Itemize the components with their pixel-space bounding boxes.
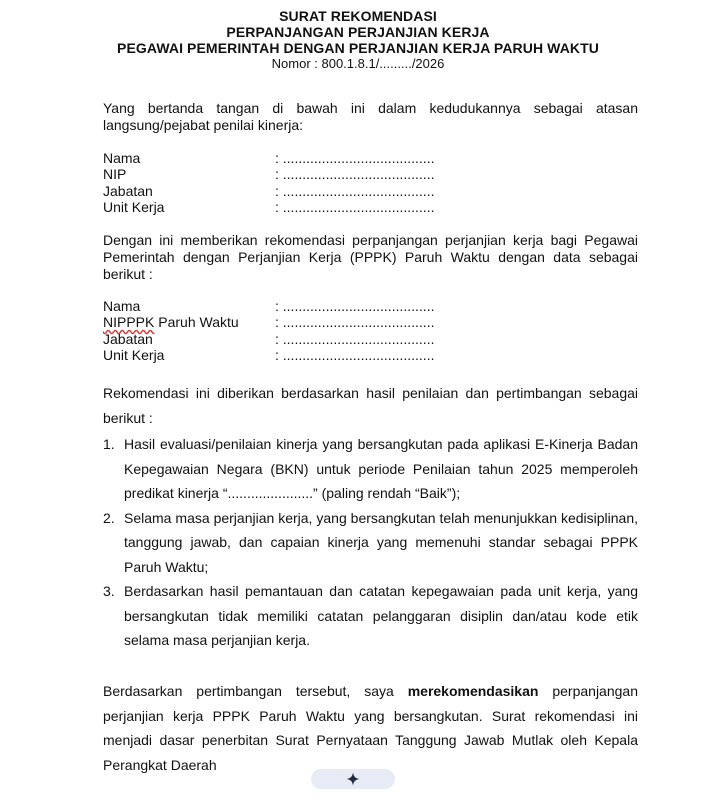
list-number: 3. (103, 583, 115, 599)
list-text: Hasil evaluasi/penilaian kinerja yang bersangkutan pada aplikasi E-Kinerja Badan Kepegawaian Negara (BKN) untuk periode Penilaian tahun 2025 memperoleh predikat kinerja “......................” (paling rendah “Baik”); (124, 436, 638, 501)
field-value: : ....................................... (275, 330, 435, 347)
field-label: Unit Kerja (103, 198, 165, 215)
field-row (103, 199, 638, 215)
field-label-rest: Paruh Waktu (154, 314, 239, 331)
employee-fields (103, 298, 638, 363)
sparkle-icon (346, 772, 360, 786)
field-row (103, 183, 638, 199)
letter-number: Nomor : 800.1.8.1/........./2026 (271, 56, 445, 71)
list-item (103, 506, 638, 580)
list-item (103, 579, 638, 653)
list-number: 1. (103, 436, 115, 452)
document-header (0, 8, 716, 71)
field-label: NIP (103, 166, 127, 183)
basis-list (103, 432, 638, 653)
basis-intro-paragraph: Rekomendasi ini diberikan berdasarkan hasil penilaian dan pertimbangan sebagai berikut : (103, 385, 638, 426)
title-line-1: SURAT REKOMENDASI (279, 8, 437, 24)
field-label: Unit Kerja (103, 346, 165, 363)
title-line-3: PEGAWAI PEMERINTAH DENGAN PERJANJIAN KERJA PARUH WAKTU (117, 40, 599, 56)
title-line-2: PERPANJANGAN PERJANJIAN KERJA (226, 24, 490, 40)
recommend-intro-paragraph: Dengan ini memberikan rekomendasi perpanjangan perjanjian kerja bagi Pegawai Pemerintah dengan Perjanjian Kerja (PPPK) Paruh Waktu dengan data sebagai berikut : (103, 232, 638, 282)
spellcheck-word[interactable]: NIPPPK (103, 314, 155, 331)
list-text: Berdasarkan hasil pemantauan dan catatan kepegawaian pada unit kerja, yang bersangkutan tidak memiliki catatan pelanggaran disiplin dan/atau kode etik selama masa perjanjian kerja. (124, 583, 638, 648)
ai-assistant-button[interactable] (311, 769, 395, 789)
closing-text-bold: merekomendasikan (407, 683, 539, 699)
field-label: Jabatan (103, 182, 153, 199)
field-value: : ....................................... (275, 198, 435, 215)
field-value: : ....................................... (275, 166, 435, 183)
field-label: Nama (103, 150, 141, 166)
signer-fields (103, 150, 638, 215)
field-row (103, 166, 638, 182)
closing-text-post: perpanjangan perjanjian kerja PPPK Paruh Waktu yang bersangkutan. Surat rekomendasi ini menjadi dasar penerbitan Surat Pernyataan Tanggung Jawab Mutlak oleh Kepala Perangkat Daerah (103, 683, 638, 773)
list-item (103, 432, 638, 506)
field-row (103, 314, 638, 330)
closing-paragraph (103, 679, 638, 777)
field-row (103, 331, 638, 347)
field-row (103, 150, 638, 166)
list-number: 2. (103, 509, 115, 526)
field-value: : ....................................... (275, 314, 435, 331)
field-label: Jabatan (103, 330, 153, 347)
field-value: : ....................................... (275, 182, 435, 199)
field-row (103, 298, 638, 314)
closing-text-pre: Berdasarkan pertimbangan tersebut, saya (103, 683, 408, 699)
field-value: : ....................................... (275, 298, 435, 314)
field-label (103, 314, 275, 330)
field-value: : ....................................... (275, 346, 435, 363)
intro-paragraph: Yang bertanda tangan di bawah ini dalam kedudukannya sebagai atasan langsung/pejabat penilai kinerja: (103, 100, 638, 133)
field-value: : ....................................... (275, 150, 435, 166)
list-text: Selama masa perjanjian kerja, yang bersangkutan telah menunjukkan kedisiplinan, tanggung jawab, dan capaian kinerja yang memenuhi standar sebagai PPPK Paruh Waktu; (124, 509, 638, 575)
field-label: Nama (103, 298, 141, 314)
field-row (103, 347, 638, 363)
